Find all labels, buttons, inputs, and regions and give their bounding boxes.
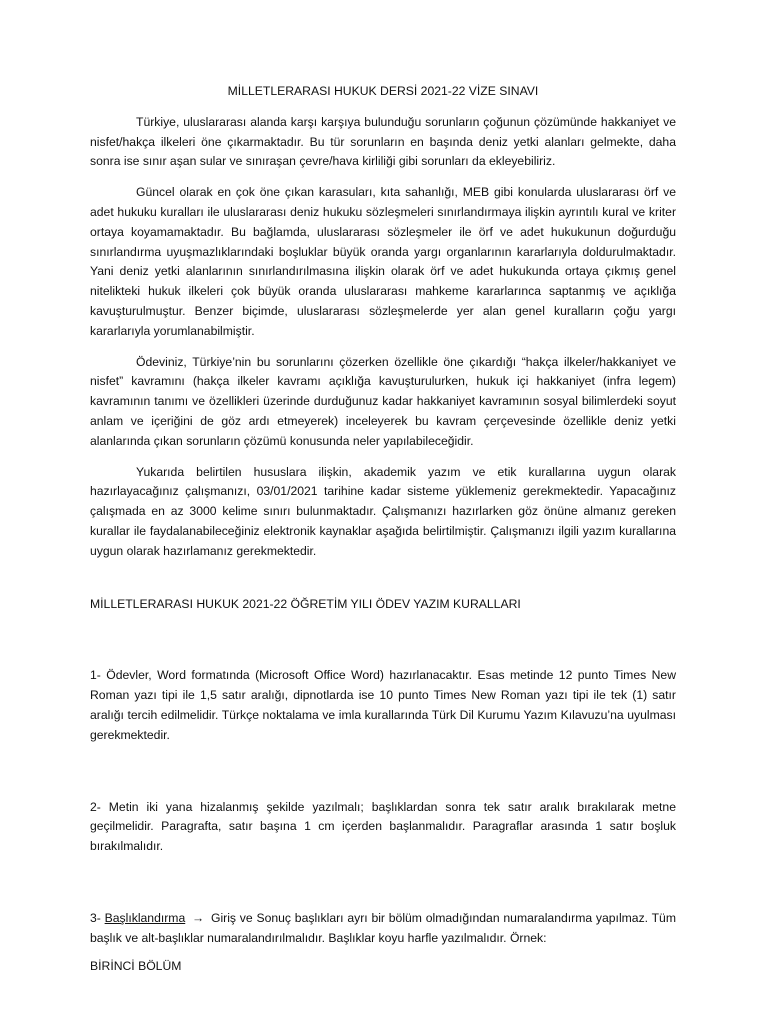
rule-2: 2- Metin iki yana hizalanmış şekilde yazılmalı; başlıklardan sonra tek satır aralık bırakılarak metne geçilmelidir. Paragrafta, satır başına 1 cm içerden başlanmalıdır. Paragraflar arasında 1 satır boşluk bırakılmalıdır.	[90, 799, 676, 854]
paragraph-1: Türkiye, uluslararası alanda karşı karşıya bulunduğu sorunların çoğunun çözümünde hakkaniyet ve nisfet/hakça ilkeleri öne çıkarmaktadır. Bu tür sorunların en başında deniz yetki alanları gelmekte, daha sonra ise sınır aşan sular ve sınıraşan çevre/hava kirliliği gibi sorunları da ekleyebiliriz.	[90, 114, 676, 169]
rule-1: 1- Ödevler, Word formatında (Microsoft Office Word) hazırlanacaktır. Esas metinde 12 punto Times New Roman yazı tipi ile 1,5 satır aralığı, dipnotlarda ise 10 punto Times New Roman yazı tipi ile tek (1) satır aralığı tercih edilmelidir. Türkçe noktalama ve imla kurallarında Türk Dil Kurumu Yazım Kılavuzu’na uyulması gerekmektedir.	[90, 668, 676, 742]
paragraph-2: Güncel olarak en çok öne çıkan karasuları, kıta sahanlığı, MEB gibi konularda uluslararası örf ve adet hukuku kuralları ile uluslararası deniz hukuku sözleşmeleri sınırlandırmaya ilişkin ayrıntılı kural ve kriter ortaya koyamamaktadır. Bu bağlamda, uluslararası sözleşmeler ile örf ve adet hukukunun doğurduğu sınırlandırma uyuşmazlıklarındaki boşluklar büyük oranda yargı organlarının kararlarıyla doldurulmaktadır. Yani deniz yetki alanlarının sınırlandırılmasına ilişkin olarak örf ve adet hukukunda ortaya çıkmış genel nitelikteki hukuk ilkeleri çok büyük oranda uluslararası mahkeme kararlarınca saptanmış ve açıklığa kavuşturulmuştur. Benzer biçimde, uluslararası sözleşmelerde yer alan genel kuralların çoğu yargı kararlarıyla yorumlanabilmiştir.	[90, 185, 676, 338]
document-title: MİLLETLERARASI HUKUK DERSİ 2021-22 VİZE SINAVI	[227, 84, 539, 98]
paragraph-4: Yukarıda belirtilen hususlara ilişkin, akademik yazım ve etik kurallarına uygun olarak hazırlayacağınız çalışmanızı, 03/01/2021 tarihine kadar sisteme yüklemeniz gerekmektedir. Yapacağınız çalışmada en az 3000 kelime sınırı bulunmaktadır. Çalışmanızı hazırlarken göz önüne almanız gereken kurallar ile faydalanabileceğiniz elektronik kaynaklar aşağıda belirtilmiştir. Çalışmanızı ilgili yazım kurallarına uygun olarak hazırlamanız gerekmektedir.	[90, 464, 676, 558]
paragraph-3: Ödeviniz, Türkiye’nin bu sorunlarını çözerken özellikle öne çıkardığı “hakça ilkeler/hakkaniyet ve nisfet” kavramını (hakça ilkeler kavramı açıklığa kavuşturulurken, hukuk içi hakkaniyet (infra legem) kavramının tanımı ve özellikleri üzerinde durduğunuz kadar hakkaniyet kavramının sosyal bilimlerdeki soyut anlam ve içeriğini de göz ardı etmeyerek) inceleyerek bu kavram çerçevesinde özellikle deniz yetki alanlarında çıkan sorunların çözümü konusunda neler yapılabileceğidir.	[90, 354, 676, 448]
document-content	[90, 82, 676, 976]
right-arrow-icon: →	[192, 910, 205, 925]
rule-3	[90, 909, 676, 949]
rule-3-prefix: 3-	[90, 910, 105, 925]
example-heading: BİRİNCİ BÖLÜM	[90, 958, 182, 973]
rule-3-text: Giriş ve Sonuç başlıkları ayrı bir bölüm olmadığından numaralandırma yapılmaz. Tüm başlık ve alt-başlıklar numaralandırılmalıdır. Başlıklar koyu harfle yazılmalıdır. Örnek:	[90, 910, 676, 945]
rule-3-underlined-term: Başlıklandırma	[104, 910, 186, 925]
rules-heading: MİLLETLERARASI HUKUK 2021-22 ÖĞRETİM YILI ÖDEV YAZIM KURALLARI	[90, 596, 521, 611]
